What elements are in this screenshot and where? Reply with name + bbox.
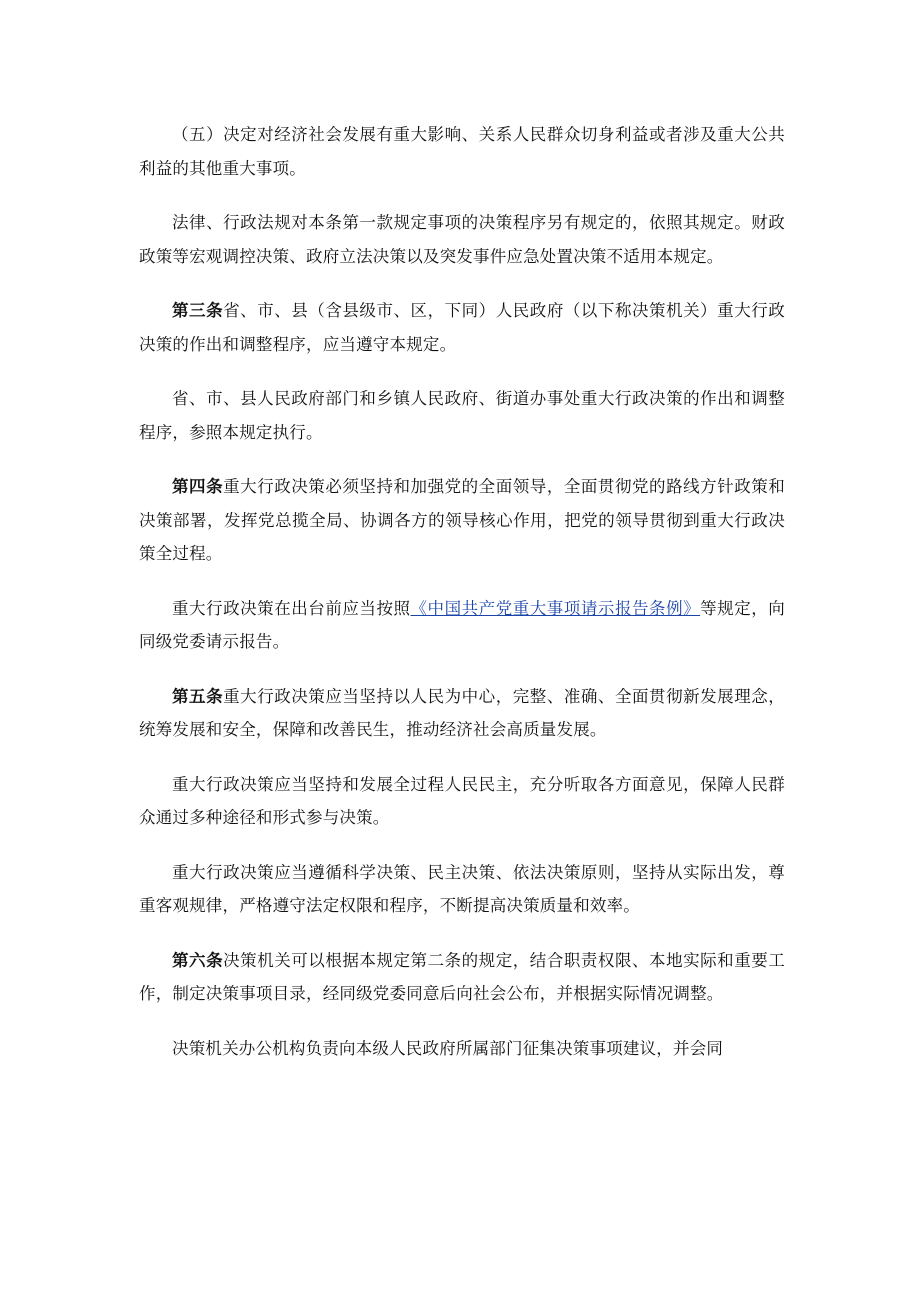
paragraph-text: 重大行政决策必须坚持和加强党的全面领导，全面贯彻党的路线方针政策和决策部署，发挥党总揽全局、协调各方的领导核心作用，把党的领导贯彻到重大行政决策全过程。 <box>139 477 785 563</box>
paragraph-item-5 <box>139 118 785 185</box>
article-5 <box>139 680 785 747</box>
paragraph-text: 重大行政决策应当遵循科学决策、民主决策、依法决策原则，坚持从实际出发，尊重客观规律，严格遵守法定权限和程序，不断提高决策质量和效率。 <box>139 862 785 915</box>
article-heading: 第四条 <box>172 477 224 496</box>
paragraph-text: 省、市、县人民政府部门和乡镇人民政府、街道办事处重大行政决策的作出和调整程序，参照本规定执行。 <box>139 389 785 442</box>
article-6 <box>139 944 785 1011</box>
article-3 <box>139 294 785 361</box>
paragraph-text: 决策机关可以根据本规定第二条的规定，结合职责权限、本地实际和重要工作，制定决策事项目录，经同级党委同意后向社会公布，并根据实际情况调整。 <box>139 950 785 1003</box>
paragraph-reference-rule <box>139 382 785 449</box>
paragraph-exemption <box>139 206 785 273</box>
regulation-link[interactable]: 《中国共产党重大事项请示报告条例》 <box>410 598 701 618</box>
paragraph-text: 等规定，向同级党委请示报告。 <box>139 598 785 651</box>
paragraph-text: 法律、行政法规对本条第一款规定事项的决策程序另有规定的，依照其规定。财政政策等宏观调控决策、政府立法决策以及突发事件应急处置决策不适用本规定。 <box>139 213 785 266</box>
paragraph-text: 重大行政决策应当坚持以人民为中心，完整、准确、全面贯彻新发展理念，统筹发展和安全，保障和改善民生，推动经济社会高质量发展。 <box>139 686 785 739</box>
paragraph-text: （五）决定对经济社会发展有重大影响、关系人民群众切身利益或者涉及重大公共利益的其他重大事项。 <box>139 125 785 178</box>
paragraph-text: 决策机关办公机构负责向本级人民政府所属部门征集决策事项建议，并会同 <box>172 1038 724 1058</box>
article-heading: 第五条 <box>172 686 224 706</box>
paragraph-text: 重大行政决策在出台前应当按照 <box>172 598 411 618</box>
article-4 <box>139 470 785 571</box>
paragraph-decision-principles <box>139 856 785 923</box>
paragraph-report-requirement <box>139 592 785 659</box>
paragraph-office-responsibility <box>139 1032 785 1066</box>
article-heading: 第三条 <box>172 301 224 320</box>
paragraph-text: 重大行政决策应当坚持和发展全过程人民民主，充分听取各方面意见，保障人民群众通过多种途径和形式参与决策。 <box>139 774 785 827</box>
article-heading: 第六条 <box>172 950 224 970</box>
paragraph-text: 省、市、县（含县级市、区，下同）人民政府（以下称决策机关）重大行政决策的作出和调整程序，应当遵守本规定。 <box>139 301 785 354</box>
document-body <box>139 118 785 1065</box>
paragraph-public-participation <box>139 768 785 835</box>
